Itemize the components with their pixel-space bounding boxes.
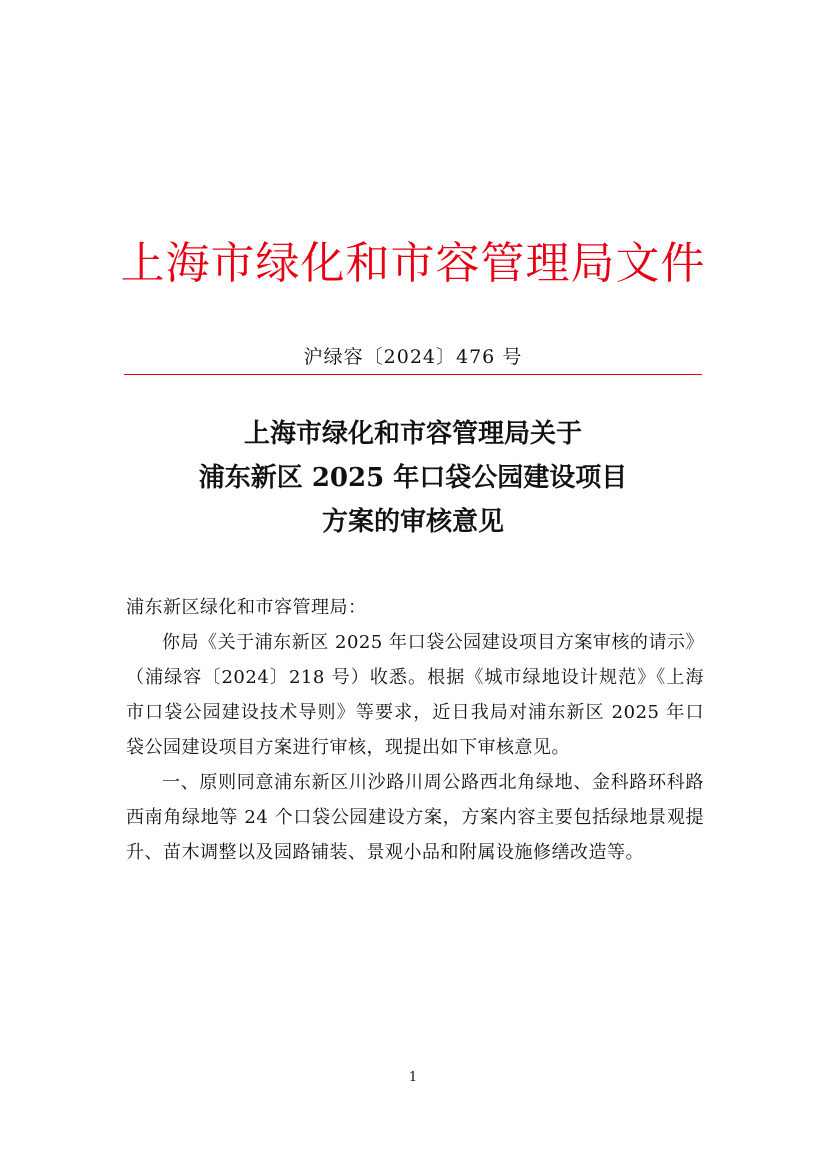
page-number: 1 [408,1070,418,1085]
document-title [0,412,826,544]
red-divider-line [124,374,702,375]
document-body [126,590,704,870]
title-line-1: 上海市绿化和市容管理局关于 [243,419,582,449]
document-number: 沪绿容〔2024〕476 号 [303,346,523,368]
addressee: 浦东新区绿化和市容管理局： [126,597,367,618]
body-paragraph-2: 一、原则同意浦东新区川沙路川周公路西北角绿地、金科路环科路西南角绿地等 24 个口袋公园建设方案，方案内容主要包括绿地景观提升、苗木调整以及园路铺装、景观小品和附属设施修缮改造等。 [126,772,704,863]
title-line-3: 方案的审核意见 [321,507,504,537]
title-line-2: 浦东新区 2025 年口袋公园建设项目 [198,463,628,493]
issuer-red-header: 上海市绿化和市容管理局文件 [120,238,706,289]
body-paragraph-1: 你局《关于浦东新区 2025 年口袋公园建设项目方案审核的请示》（浦绿容〔2024〕218 号）收悉。根据《城市绿地设计规范》《上海市口袋公园建设技术导则》等要求，近日我局对浦东新区 2025 年口袋公园建设项目方案进行审核，现提出如下审核意见。 [126,632,704,758]
